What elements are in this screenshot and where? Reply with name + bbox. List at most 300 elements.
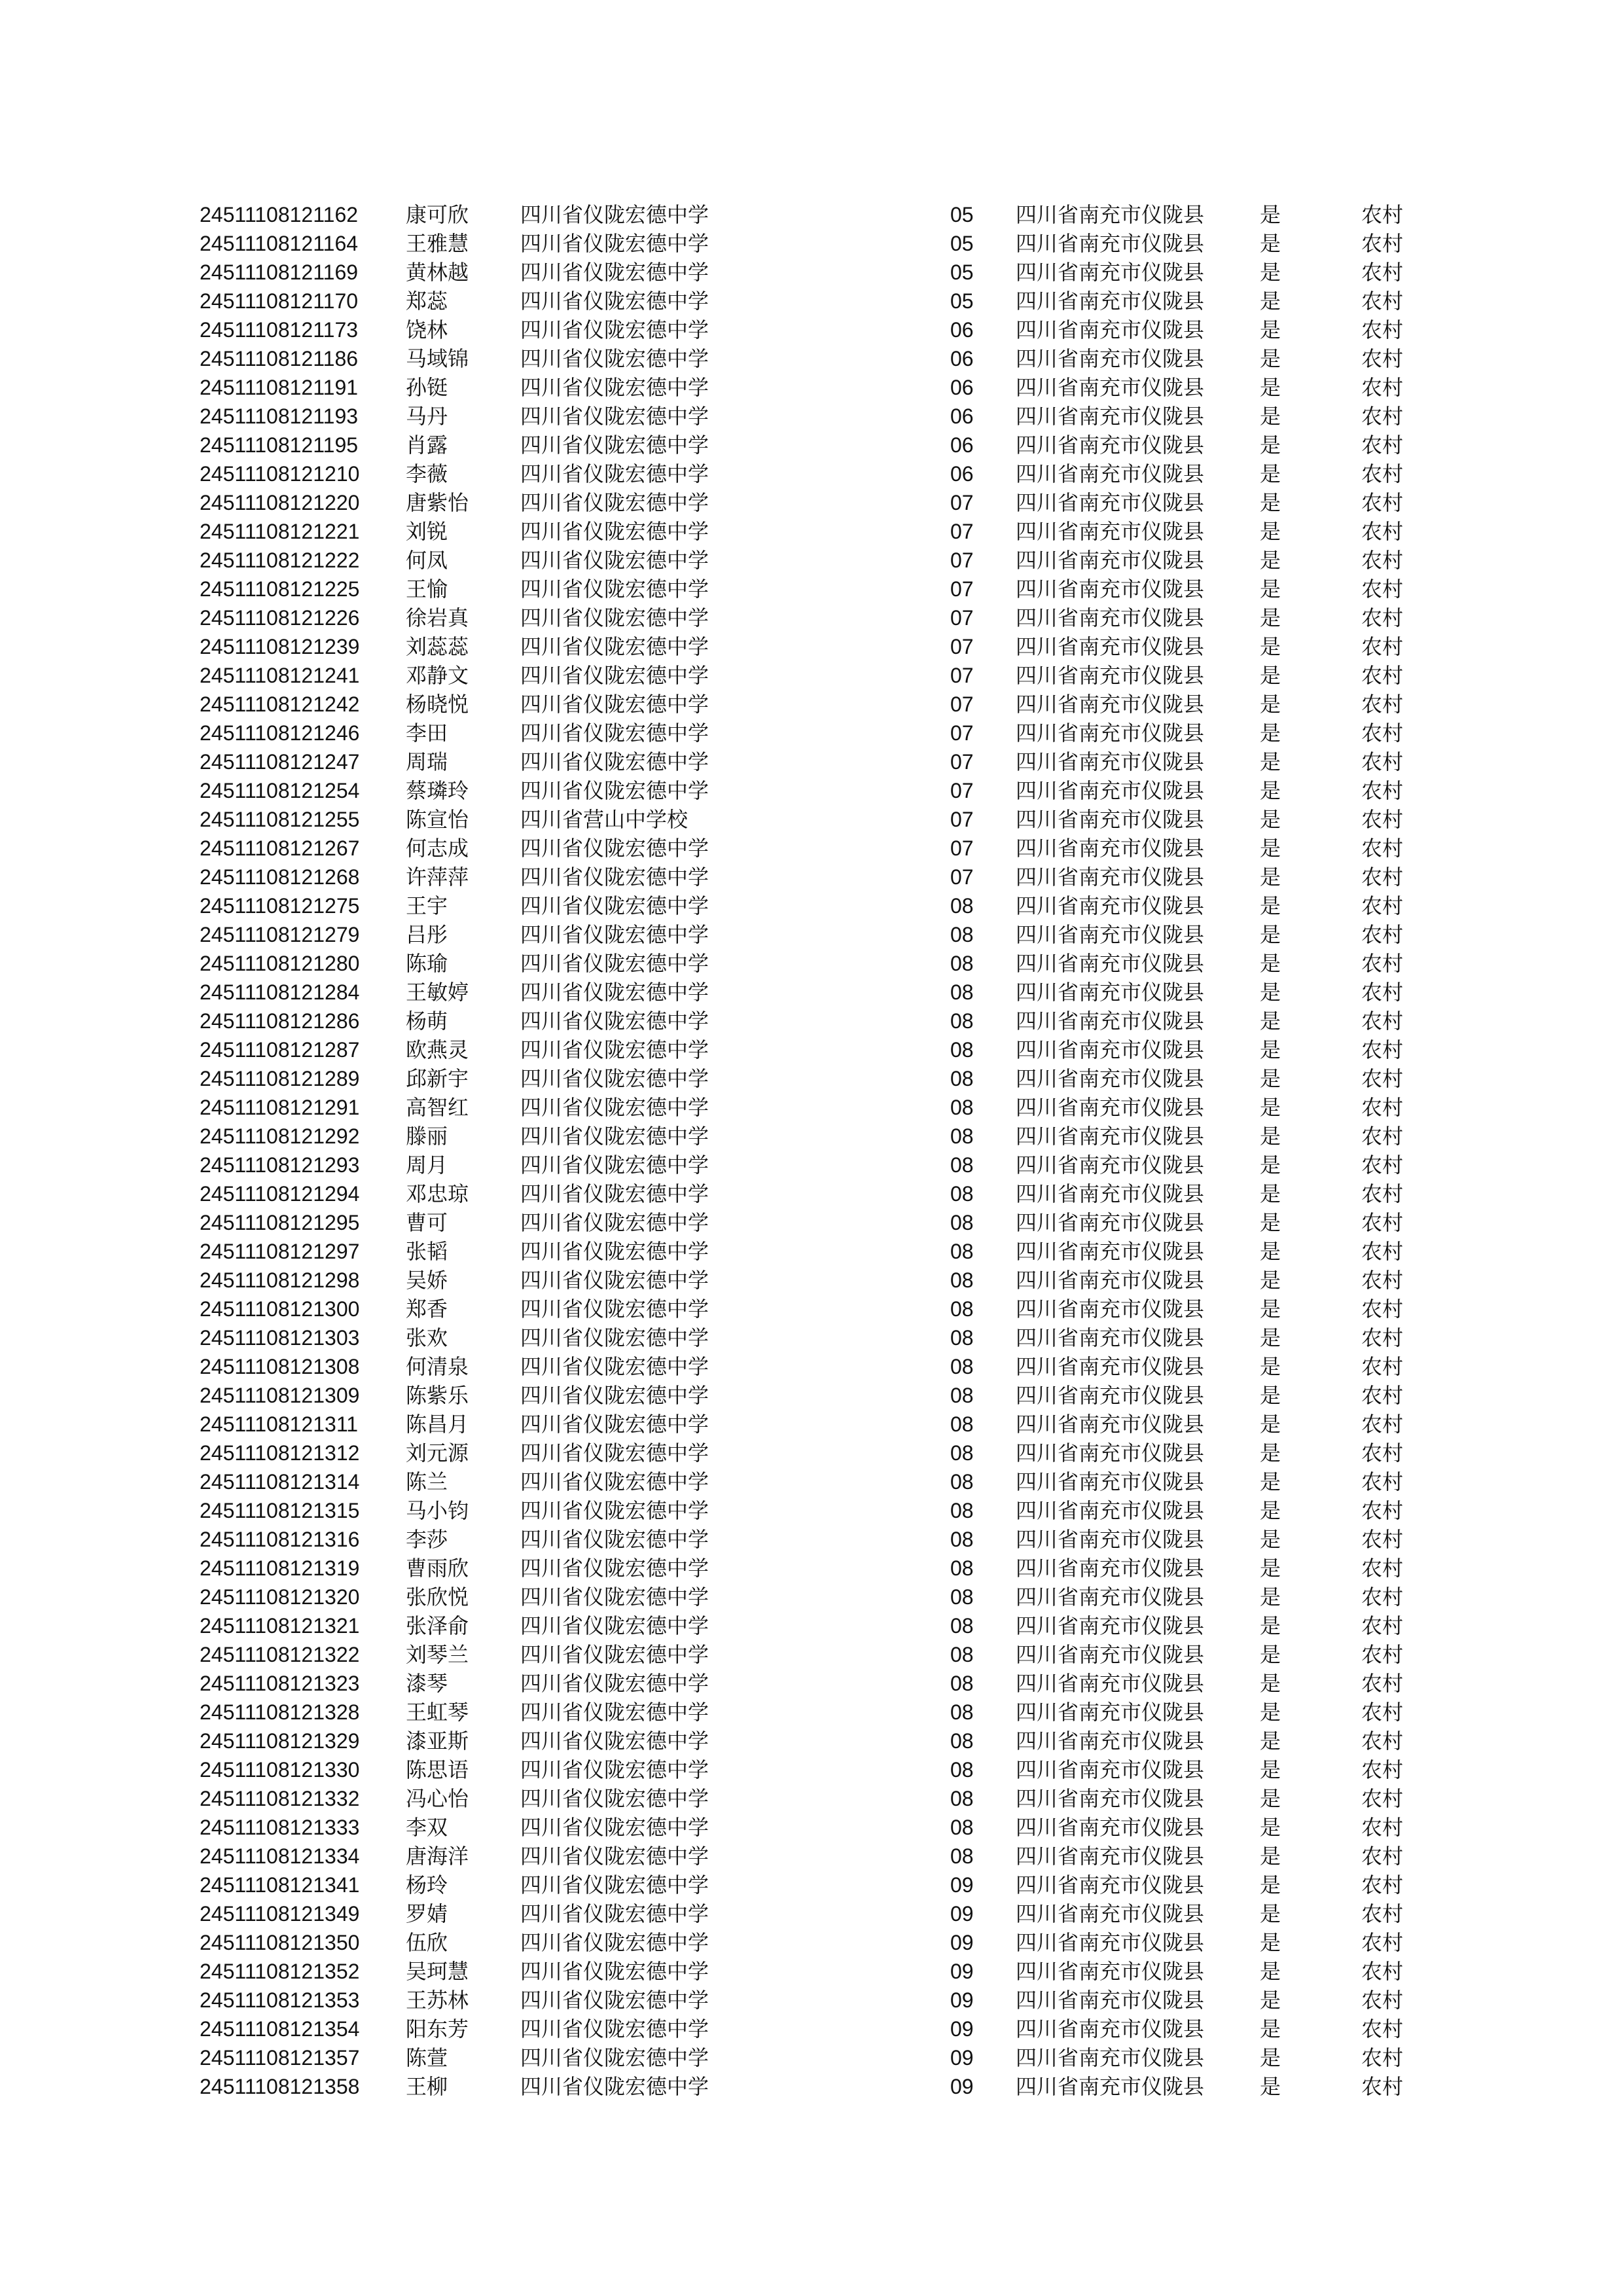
student-name-cell: 邓静文 xyxy=(406,663,469,688)
school-cell: 四川省仪陇宏德中学 xyxy=(520,1556,709,1581)
table-row xyxy=(0,575,1623,603)
student-id-cell: 24511108121225 xyxy=(200,577,360,601)
table-row xyxy=(0,891,1623,920)
region-cell: 四川省南充市仪陇县 xyxy=(1016,1844,1205,1869)
table-row xyxy=(0,1266,1623,1295)
flag-cell: 是 xyxy=(1260,1613,1281,1638)
class-code-cell: 09 xyxy=(950,2046,974,2070)
table-row xyxy=(0,1928,1623,1957)
school-cell: 四川省仪陇宏德中学 xyxy=(520,231,709,256)
region-cell: 四川省南充市仪陇县 xyxy=(1016,1671,1205,1696)
school-cell: 四川省仪陇宏德中学 xyxy=(520,692,709,717)
flag-cell: 是 xyxy=(1260,663,1281,688)
household-type-cell: 农村 xyxy=(1361,1153,1404,1177)
region-cell: 四川省南充市仪陇县 xyxy=(1016,260,1205,285)
school-cell: 四川省仪陇宏德中学 xyxy=(520,404,709,429)
student-name-cell: 肖露 xyxy=(406,433,448,457)
student-id-cell: 24511108121341 xyxy=(200,1873,360,1897)
region-cell: 四川省南充市仪陇县 xyxy=(1016,1297,1205,1321)
flag-cell: 是 xyxy=(1260,1700,1281,1725)
table-row xyxy=(0,1640,1623,1669)
table-row xyxy=(0,517,1623,546)
student-id-cell: 24511108121354 xyxy=(200,2017,360,2041)
student-id-cell: 24511108121193 xyxy=(200,404,359,428)
school-cell: 四川省仪陇宏德中学 xyxy=(520,605,709,630)
school-cell: 四川省仪陇宏德中学 xyxy=(520,1873,709,1897)
student-name-cell: 陈萱 xyxy=(406,2045,448,2070)
student-id-cell: 24511108121284 xyxy=(200,980,360,1004)
class-code-cell: 08 xyxy=(950,1182,974,1206)
region-cell: 四川省南充市仪陇县 xyxy=(1016,605,1205,630)
region-cell: 四川省南充市仪陇县 xyxy=(1016,980,1205,1005)
student-id-cell: 24511108121287 xyxy=(200,1038,360,1062)
student-id-cell: 24511108121332 xyxy=(200,1787,360,1810)
school-cell: 四川省仪陇宏德中学 xyxy=(520,1959,709,1984)
class-code-cell: 08 xyxy=(950,1700,974,1724)
student-id-cell: 24511108121293 xyxy=(200,1153,360,1177)
household-type-cell: 农村 xyxy=(1361,1527,1404,1552)
student-id-cell: 24511108121312 xyxy=(200,1441,360,1465)
class-code-cell: 07 xyxy=(950,750,974,774)
student-name-cell: 王雅慧 xyxy=(406,231,469,256)
flag-cell: 是 xyxy=(1260,1556,1281,1581)
region-cell: 四川省南充市仪陇县 xyxy=(1016,1613,1205,1638)
school-cell: 四川省仪陇宏德中学 xyxy=(520,1729,709,1753)
flag-cell: 是 xyxy=(1260,1412,1281,1437)
flag-cell: 是 xyxy=(1260,1210,1281,1235)
region-cell: 四川省南充市仪陇县 xyxy=(1016,1988,1205,2013)
student-name-cell: 王敏婷 xyxy=(406,980,469,1005)
table-row xyxy=(0,546,1623,575)
table-row xyxy=(0,1064,1623,1093)
household-type-cell: 农村 xyxy=(1361,1757,1404,1782)
household-type-cell: 农村 xyxy=(1361,1268,1404,1293)
school-cell: 四川省仪陇宏德中学 xyxy=(520,1009,709,1033)
student-name-cell: 王愉 xyxy=(406,577,448,601)
school-cell: 四川省仪陇宏德中学 xyxy=(520,1527,709,1552)
class-code-cell: 08 xyxy=(950,1470,974,1494)
household-type-cell: 农村 xyxy=(1361,1671,1404,1696)
student-id-cell: 24511108121279 xyxy=(200,923,360,946)
flag-cell: 是 xyxy=(1260,1153,1281,1177)
table-row xyxy=(0,1755,1623,1784)
flag-cell: 是 xyxy=(1260,1873,1281,1897)
class-code-cell: 07 xyxy=(950,606,974,630)
student-id-cell: 24511108121267 xyxy=(200,836,360,860)
class-code-cell: 06 xyxy=(950,376,974,399)
student-name-cell: 何志成 xyxy=(406,836,469,861)
table-row xyxy=(0,1179,1623,1208)
flag-cell: 是 xyxy=(1260,1297,1281,1321)
flag-cell: 是 xyxy=(1260,404,1281,429)
student-id-cell: 24511108121333 xyxy=(200,1816,360,1839)
region-cell: 四川省南充市仪陇县 xyxy=(1016,692,1205,717)
student-name-cell: 陈昌月 xyxy=(406,1412,469,1437)
table-row xyxy=(0,978,1623,1007)
school-cell: 四川省仪陇宏德中学 xyxy=(520,1815,709,1840)
flag-cell: 是 xyxy=(1260,346,1281,371)
student-name-cell: 冯心怡 xyxy=(406,1786,469,1811)
region-cell: 四川省南充市仪陇县 xyxy=(1016,1239,1205,1264)
student-name-cell: 伍欣 xyxy=(406,1930,448,1955)
household-type-cell: 农村 xyxy=(1361,1383,1404,1408)
class-code-cell: 08 xyxy=(950,1096,974,1119)
household-type-cell: 农村 xyxy=(1361,1729,1404,1753)
class-code-cell: 08 xyxy=(950,1499,974,1522)
household-type-cell: 农村 xyxy=(1361,1959,1404,1984)
table-row xyxy=(0,863,1623,891)
class-code-cell: 09 xyxy=(950,1988,974,2012)
household-type-cell: 农村 xyxy=(1361,404,1404,429)
household-type-cell: 农村 xyxy=(1361,605,1404,630)
table-row xyxy=(0,1698,1623,1727)
region-cell: 四川省南充市仪陇县 xyxy=(1016,202,1205,227)
household-type-cell: 农村 xyxy=(1361,2017,1404,2041)
class-code-cell: 07 xyxy=(950,808,974,831)
school-cell: 四川省仪陇宏德中学 xyxy=(520,461,709,486)
student-name-cell: 吴珂慧 xyxy=(406,1959,469,1984)
region-cell: 四川省南充市仪陇县 xyxy=(1016,1527,1205,1552)
student-id-cell: 24511108121241 xyxy=(200,664,360,687)
student-name-cell: 张欢 xyxy=(406,1325,448,1350)
class-code-cell: 07 xyxy=(950,836,974,860)
table-row xyxy=(0,1611,1623,1640)
school-cell: 四川省仪陇宏德中学 xyxy=(520,749,709,774)
region-cell: 四川省南充市仪陇县 xyxy=(1016,1354,1205,1379)
class-code-cell: 09 xyxy=(950,1960,974,1983)
student-name-cell: 漆亚斯 xyxy=(406,1729,469,1753)
table-row xyxy=(0,1381,1623,1410)
household-type-cell: 农村 xyxy=(1361,692,1404,717)
student-id-cell: 24511108121357 xyxy=(200,2046,360,2070)
student-id-cell: 24511108121294 xyxy=(200,1182,360,1206)
class-code-cell: 06 xyxy=(950,347,974,370)
student-id-cell: 24511108121254 xyxy=(200,779,360,802)
student-id-cell: 24511108121191 xyxy=(200,376,359,399)
class-code-cell: 09 xyxy=(950,2075,974,2098)
school-cell: 四川省仪陇宏德中学 xyxy=(520,1095,709,1120)
school-cell: 四川省仪陇宏德中学 xyxy=(520,1613,709,1638)
region-cell: 四川省南充市仪陇县 xyxy=(1016,951,1205,976)
school-cell: 四川省仪陇宏德中学 xyxy=(520,951,709,976)
household-type-cell: 农村 xyxy=(1361,375,1404,400)
student-id-cell: 24511108121221 xyxy=(200,520,360,543)
household-type-cell: 农村 xyxy=(1361,1469,1404,1494)
flag-cell: 是 xyxy=(1260,2045,1281,2070)
table-row xyxy=(0,1439,1623,1467)
flag-cell: 是 xyxy=(1260,2017,1281,2041)
region-cell: 四川省南充市仪陇县 xyxy=(1016,1009,1205,1033)
class-code-cell: 09 xyxy=(950,1931,974,1954)
student-id-cell: 24511108121292 xyxy=(200,1124,360,1148)
flag-cell: 是 xyxy=(1260,778,1281,803)
class-code-cell: 09 xyxy=(950,2017,974,2041)
region-cell: 四川省南充市仪陇县 xyxy=(1016,1383,1205,1408)
class-code-cell: 08 xyxy=(950,1326,974,1350)
region-cell: 四川省南充市仪陇县 xyxy=(1016,317,1205,342)
class-code-cell: 09 xyxy=(950,1873,974,1897)
school-cell: 四川省仪陇宏德中学 xyxy=(520,1757,709,1782)
household-type-cell: 农村 xyxy=(1361,1901,1404,1926)
student-name-cell: 李莎 xyxy=(406,1527,448,1552)
table-row xyxy=(0,373,1623,402)
school-cell: 四川省仪陇宏德中学 xyxy=(520,1585,709,1609)
household-type-cell: 农村 xyxy=(1361,634,1404,659)
class-code-cell: 08 xyxy=(950,1009,974,1033)
school-cell: 四川省仪陇宏德中学 xyxy=(520,1988,709,2013)
class-code-cell: 08 xyxy=(950,1585,974,1609)
region-cell: 四川省南充市仪陇县 xyxy=(1016,2045,1205,2070)
flag-cell: 是 xyxy=(1260,577,1281,601)
school-cell: 四川省仪陇宏德中学 xyxy=(520,548,709,573)
region-cell: 四川省南充市仪陇县 xyxy=(1016,375,1205,400)
student-id-cell: 24511108121173 xyxy=(200,318,359,342)
student-name-cell: 徐岩真 xyxy=(406,605,469,630)
school-cell: 四川省仪陇宏德中学 xyxy=(520,490,709,515)
student-id-cell: 24511108121295 xyxy=(200,1211,360,1234)
region-cell: 四川省南充市仪陇县 xyxy=(1016,1095,1205,1120)
region-cell: 四川省南充市仪陇县 xyxy=(1016,1037,1205,1062)
student-name-cell: 滕丽 xyxy=(406,1124,448,1149)
household-type-cell: 农村 xyxy=(1361,1556,1404,1581)
region-cell: 四川省南充市仪陇县 xyxy=(1016,1930,1205,1955)
region-cell: 四川省南充市仪陇县 xyxy=(1016,1642,1205,1667)
flag-cell: 是 xyxy=(1260,605,1281,630)
student-name-cell: 杨萌 xyxy=(406,1009,448,1033)
class-code-cell: 07 xyxy=(950,520,974,543)
class-code-cell: 08 xyxy=(950,1067,974,1090)
student-name-cell: 王柳 xyxy=(406,2074,448,2099)
household-type-cell: 农村 xyxy=(1361,980,1404,1005)
flag-cell: 是 xyxy=(1260,1642,1281,1667)
student-name-cell: 孙铤 xyxy=(406,375,448,400)
class-code-cell: 08 xyxy=(950,1240,974,1263)
region-cell: 四川省南充市仪陇县 xyxy=(1016,1959,1205,1984)
school-cell: 四川省仪陇宏德中学 xyxy=(520,2045,709,2070)
region-cell: 四川省南充市仪陇县 xyxy=(1016,433,1205,457)
class-code-cell: 08 xyxy=(950,1729,974,1753)
student-id-cell: 24511108121289 xyxy=(200,1067,360,1090)
table-row xyxy=(0,1525,1623,1554)
student-id-cell: 24511108121169 xyxy=(200,260,359,284)
table-row xyxy=(0,1035,1623,1064)
flag-cell: 是 xyxy=(1260,519,1281,544)
student-id-cell: 24511108121246 xyxy=(200,721,360,745)
flag-cell: 是 xyxy=(1260,1815,1281,1840)
table-row xyxy=(0,1957,1623,1986)
class-code-cell: 08 xyxy=(950,1355,974,1378)
student-name-cell: 张韬 xyxy=(406,1239,448,1264)
student-name-cell: 张欣悦 xyxy=(406,1585,469,1609)
region-cell: 四川省南充市仪陇县 xyxy=(1016,893,1205,918)
household-type-cell: 农村 xyxy=(1361,778,1404,803)
student-id-cell: 24511108121323 xyxy=(200,1672,360,1695)
class-code-cell: 08 xyxy=(950,1268,974,1292)
household-type-cell: 农村 xyxy=(1361,1613,1404,1638)
region-cell: 四川省南充市仪陇县 xyxy=(1016,1729,1205,1753)
table-row xyxy=(0,603,1623,632)
table-row xyxy=(0,2043,1623,2072)
table-row xyxy=(0,747,1623,776)
region-cell: 四川省南充市仪陇县 xyxy=(1016,1124,1205,1149)
class-code-cell: 07 xyxy=(950,664,974,687)
table-row xyxy=(0,1352,1623,1381)
student-id-cell: 24511108121314 xyxy=(200,1470,360,1494)
school-cell: 四川省仪陇宏德中学 xyxy=(520,577,709,601)
household-type-cell: 农村 xyxy=(1361,1066,1404,1091)
student-id-cell: 24511108121298 xyxy=(200,1268,360,1292)
student-id-cell: 24511108121286 xyxy=(200,1009,360,1033)
flag-cell: 是 xyxy=(1260,1527,1281,1552)
table-row xyxy=(0,920,1623,949)
class-code-cell: 08 xyxy=(950,923,974,946)
table-row xyxy=(0,431,1623,459)
student-id-cell: 24511108121226 xyxy=(200,606,360,630)
school-cell: 四川省仪陇宏德中学 xyxy=(520,980,709,1005)
student-id-cell: 24511108121320 xyxy=(200,1585,360,1609)
class-code-cell: 05 xyxy=(950,203,974,226)
table-row xyxy=(0,1208,1623,1237)
student-id-cell: 24511108121195 xyxy=(200,433,359,457)
flag-cell: 是 xyxy=(1260,1268,1281,1293)
region-cell: 四川省南充市仪陇县 xyxy=(1016,1066,1205,1091)
household-type-cell: 农村 xyxy=(1361,951,1404,976)
table-row xyxy=(0,834,1623,863)
school-cell: 四川省仪陇宏德中学 xyxy=(520,1066,709,1091)
class-code-cell: 06 xyxy=(950,318,974,342)
class-code-cell: 08 xyxy=(950,1816,974,1839)
table-row xyxy=(0,287,1623,315)
household-type-cell: 农村 xyxy=(1361,1873,1404,1897)
region-cell: 四川省南充市仪陇县 xyxy=(1016,289,1205,314)
student-name-cell: 唐海洋 xyxy=(406,1844,469,1869)
class-code-cell: 07 xyxy=(950,491,974,514)
region-cell: 四川省南充市仪陇县 xyxy=(1016,1757,1205,1782)
student-id-cell: 24511108121275 xyxy=(200,894,360,918)
table-row xyxy=(0,1151,1623,1179)
student-name-cell: 高智红 xyxy=(406,1095,469,1120)
region-cell: 四川省南充市仪陇县 xyxy=(1016,836,1205,861)
school-cell: 四川省仪陇宏德中学 xyxy=(520,1153,709,1177)
student-id-cell: 24511108121353 xyxy=(200,1988,360,2012)
table-row xyxy=(0,1813,1623,1842)
household-type-cell: 农村 xyxy=(1361,1930,1404,1955)
household-type-cell: 农村 xyxy=(1361,1037,1404,1062)
student-name-cell: 陈思语 xyxy=(406,1757,469,1782)
household-type-cell: 农村 xyxy=(1361,577,1404,601)
student-name-cell: 阳东芳 xyxy=(406,2017,469,2041)
student-name-cell: 刘锐 xyxy=(406,519,448,544)
school-cell: 四川省仪陇宏德中学 xyxy=(520,1210,709,1235)
flag-cell: 是 xyxy=(1260,1585,1281,1609)
school-cell: 四川省仪陇宏德中学 xyxy=(520,721,709,745)
region-cell: 四川省南充市仪陇县 xyxy=(1016,721,1205,745)
student-id-cell: 24511108121350 xyxy=(200,1931,360,1954)
household-type-cell: 农村 xyxy=(1361,1585,1404,1609)
household-type-cell: 农村 xyxy=(1361,663,1404,688)
student-name-cell: 许萍萍 xyxy=(406,865,469,889)
table-row xyxy=(0,315,1623,344)
class-code-cell: 08 xyxy=(950,1412,974,1436)
school-cell: 四川省仪陇宏德中学 xyxy=(520,922,709,947)
flag-cell: 是 xyxy=(1260,980,1281,1005)
flag-cell: 是 xyxy=(1260,634,1281,659)
household-type-cell: 农村 xyxy=(1361,865,1404,889)
flag-cell: 是 xyxy=(1260,231,1281,256)
flag-cell: 是 xyxy=(1260,1959,1281,1984)
flag-cell: 是 xyxy=(1260,1181,1281,1206)
region-cell: 四川省南充市仪陇县 xyxy=(1016,519,1205,544)
student-id-cell: 24511108121330 xyxy=(200,1758,360,1782)
table-row xyxy=(0,1899,1623,1928)
student-name-cell: 马域锦 xyxy=(406,346,469,371)
class-code-cell: 08 xyxy=(950,1528,974,1551)
flag-cell: 是 xyxy=(1260,490,1281,515)
household-type-cell: 农村 xyxy=(1361,490,1404,515)
school-cell: 四川省仪陇宏德中学 xyxy=(520,836,709,861)
school-cell: 四川省仪陇宏德中学 xyxy=(520,346,709,371)
student-id-cell: 24511108121297 xyxy=(200,1240,360,1263)
flag-cell: 是 xyxy=(1260,1239,1281,1264)
region-cell: 四川省南充市仪陇县 xyxy=(1016,1153,1205,1177)
region-cell: 四川省南充市仪陇县 xyxy=(1016,1498,1205,1523)
table-row xyxy=(0,1093,1623,1122)
student-id-cell: 24511108121352 xyxy=(200,1960,360,1983)
household-type-cell: 农村 xyxy=(1361,922,1404,947)
flag-cell: 是 xyxy=(1260,1037,1281,1062)
student-id-cell: 24511108121319 xyxy=(200,1556,360,1580)
table-row xyxy=(0,776,1623,805)
student-name-cell: 李双 xyxy=(406,1815,448,1840)
flag-cell: 是 xyxy=(1260,922,1281,947)
flag-cell: 是 xyxy=(1260,893,1281,918)
table-row xyxy=(0,488,1623,517)
flag-cell: 是 xyxy=(1260,721,1281,745)
school-cell: 四川省仪陇宏德中学 xyxy=(520,865,709,889)
flag-cell: 是 xyxy=(1260,1469,1281,1494)
flag-cell: 是 xyxy=(1260,461,1281,486)
student-name-cell: 康可欣 xyxy=(406,202,469,227)
student-name-cell: 周月 xyxy=(406,1153,448,1177)
flag-cell: 是 xyxy=(1260,202,1281,227)
student-id-cell: 24511108121222 xyxy=(200,548,360,572)
household-type-cell: 农村 xyxy=(1361,893,1404,918)
table-row xyxy=(0,719,1623,747)
region-cell: 四川省南充市仪陇县 xyxy=(1016,1412,1205,1437)
region-cell: 四川省南充市仪陇县 xyxy=(1016,1700,1205,1725)
student-id-cell: 24511108121170 xyxy=(200,289,359,313)
class-code-cell: 08 xyxy=(950,1556,974,1580)
student-id-cell: 24511108121309 xyxy=(200,1384,360,1407)
household-type-cell: 农村 xyxy=(1361,807,1404,832)
student-name-cell: 吴娇 xyxy=(406,1268,448,1293)
flag-cell: 是 xyxy=(1260,1498,1281,1523)
household-type-cell: 农村 xyxy=(1361,289,1404,314)
household-type-cell: 农村 xyxy=(1361,346,1404,371)
table-row xyxy=(0,661,1623,690)
school-cell: 四川省仪陇宏德中学 xyxy=(520,663,709,688)
student-id-cell: 24511108121300 xyxy=(200,1297,360,1321)
class-code-cell: 08 xyxy=(950,1297,974,1321)
class-code-cell: 06 xyxy=(950,462,974,486)
household-type-cell: 农村 xyxy=(1361,749,1404,774)
school-cell: 四川省仪陇宏德中学 xyxy=(520,1642,709,1667)
student-id-cell: 24511108121349 xyxy=(200,1902,360,1926)
student-id-cell: 24511108121321 xyxy=(200,1614,360,1638)
household-type-cell: 农村 xyxy=(1361,1124,1404,1149)
student-name-cell: 何凤 xyxy=(406,548,448,573)
student-id-cell: 24511108121328 xyxy=(200,1700,360,1724)
